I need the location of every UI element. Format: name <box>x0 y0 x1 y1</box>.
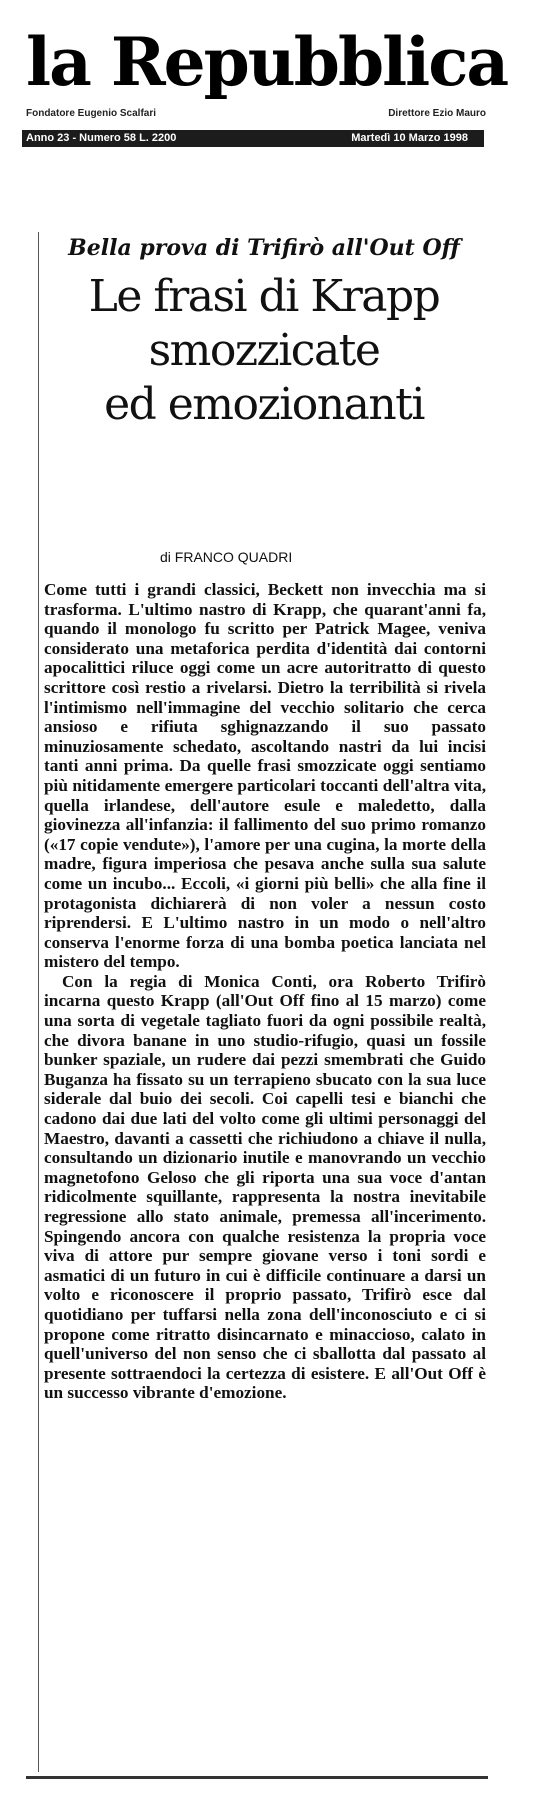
article-byline: di FRANCO QUADRI <box>160 549 293 565</box>
article-paragraph: Con la regia di Monica Conti, ora Roberto Trifirò incarna questo Krapp (all'Out Off fino al 15 marzo) come una sorta di vegetale tagliato fuori da ogni possibile realtà, che divora banane in uno studio-rifugio, quasi un fossile bunker spaziale, un rudere dai pezzi smembrati che Guido Buganza ha fissato su un terrapieno sbucato con la sua luce siderale dal buio dei secoli. Coi capelli tesi e bianchi che cadono dai due lati del volto come gli ultimi personaggi del Maestro, davanti a cassetti che richiudono a chiave il nulla, consultando un dizionario inutile e manovrando un vecchio magnetofono Geloso che gli riporta una sua voce d'antan ridicolmente squillante, rappresenta la nostra inevitabile regressione allo stato animale, premessa all'incerimento. Spingendo ancora con qualche resistenza la propria voce viva di attore pur sempre giovane verso i toni sordi e asmatici di un futuro in cui è difficile continuare a darsi un volto e riconoscere il proprio passato, Trifirò esce dal quotidiano per tuffarsi nella zona dell'inconosciuto e ci si propone come ritratto disincarnato e minaccioso, calato in quell'universo del non senso che ci sballotta dal passato al presente sottraendoci la certezza di esistere. E all'Out Off è un successo vibrante d'emozione. <box>44 971 486 1403</box>
issue-info-bar <box>22 130 484 147</box>
headline-line: ed emozionanti <box>104 379 424 430</box>
newspaper-logo: la Repubblica <box>26 23 508 101</box>
issue-date: Martedì 10 Marzo 1998 <box>351 132 468 144</box>
founder-credit: Fondatore Eugenio Scalfari <box>26 108 157 119</box>
bottom-rule <box>26 1776 488 1779</box>
article-kicker: Bella prova di Trifirò all'Out Off <box>68 235 460 261</box>
article-body <box>44 580 486 1403</box>
column-rule <box>38 232 39 1772</box>
headline-line: smozzicate <box>148 325 380 376</box>
article-paragraph: Come tutti i grandi classici, Beckett non invecchia ma si trasforma. L'ultimo nastro di Krapp, che quarant'anni fa, quando il monologo fu scritto per Patrick Magee, veniva considerato una metaforica perdita d'identità dai contorni apocalittici riluce oggi come un acre autoritratto di questo scrittore così restio a rivelarsi. Dietro la terribilità si rivela l'intimismo nell'immagine del vecchio solitario che cerca ansioso e rifiuta sghignazzando il suo passato minuziosamente schedato, ascoltando nastri da lui incisi tanti anni prima. Da quelle frasi smozzicate oggi sentiamo più nitidamente emergere particolari toccanti dell'altra vita, quella irlandese, dell'autore esule e maledetto, dalla giovinezza all'infanzia: il fallimento del suo primo romanzo («17 copie vendute»), l'amore per una cugina, la morte della madre, figura imperiosa che pesava anche sulla sua salute come un incubo... Eccoli, «i giorni più belli» che alla fine il protagonista dichiarerà di non voler a nessun costo riprendersi. E L'ultimo nastro in un modo o nell'altro conserva l'enorme forza di una bomba poetica lanciata nel mistero del tempo. <box>44 580 486 972</box>
issue-number: Anno 23 - Numero 58 L. 2200 <box>26 132 177 144</box>
article-headline <box>40 270 488 432</box>
masthead <box>26 22 508 122</box>
director-credit: Direttore Ezio Mauro <box>388 108 486 119</box>
headline-line: Le frasi di Krapp <box>88 271 440 322</box>
